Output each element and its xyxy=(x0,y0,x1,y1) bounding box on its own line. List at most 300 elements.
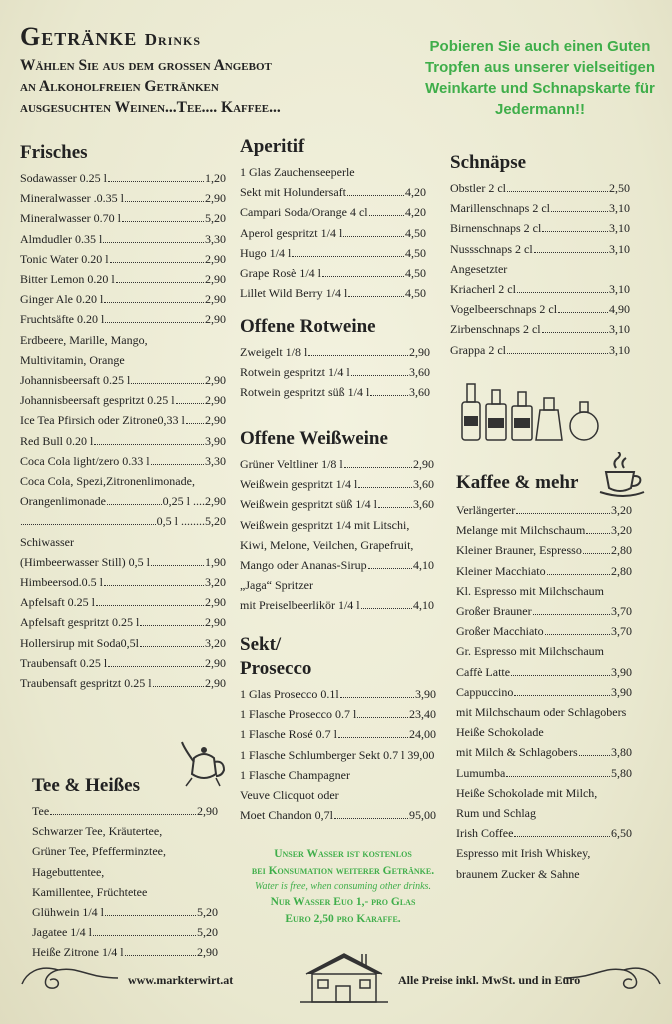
item-price: 4,50 xyxy=(405,225,426,240)
section-title-sekt: Sekt/ xyxy=(240,634,282,655)
item-name: Sekt mit Holundersaft xyxy=(240,185,346,200)
item-name: Veuve Clicquot oder xyxy=(240,788,339,803)
item-name: Marillenschnaps 2 cl xyxy=(450,201,550,216)
item-name: Kleiner Brauner, Espresso xyxy=(456,543,582,558)
kaffee-item xyxy=(456,763,632,783)
frisches-item xyxy=(20,330,226,350)
dot-leader xyxy=(140,625,204,626)
item-name: Fruchtsäfte 0.20 l xyxy=(20,312,105,327)
item-name: Grappa 2 cl xyxy=(450,342,506,357)
sekt-list xyxy=(240,684,436,825)
kaffee-item xyxy=(456,561,632,581)
weissweine-item xyxy=(240,535,434,555)
weissweine-item xyxy=(240,575,434,595)
aperitif-list xyxy=(240,162,426,303)
weissweine-list xyxy=(240,454,434,616)
header-line-3: ausgesuchten Weinen...Tee.... Kaffee... xyxy=(20,99,281,116)
item-price: 3,80 xyxy=(611,745,632,760)
item-name: Heiße Schokolade xyxy=(456,725,544,740)
kaffee-item xyxy=(456,823,632,843)
item-price: 2,90 xyxy=(205,615,226,630)
water-note-line-1: Unser Wasser ist kostenlos xyxy=(274,848,412,860)
item-name: Glühwein 1/4 l xyxy=(32,905,104,920)
dot-leader xyxy=(579,755,610,756)
item-name: Coca Cola, Spezi,Zitronenlimonade, xyxy=(20,474,195,489)
dot-leader xyxy=(511,675,610,676)
item-name: Angesetzter xyxy=(450,261,508,276)
kaffee-item xyxy=(456,621,632,641)
item-price: 1,90 xyxy=(205,554,226,569)
ornament-left-icon xyxy=(18,960,122,996)
sekt-item xyxy=(240,805,436,825)
item-price: 1,20 xyxy=(205,171,226,185)
item-price: 0,5 l ........5,20 xyxy=(156,514,226,529)
rotweine-item xyxy=(240,382,430,402)
item-name: Schwarzer Tee, Kräutertee, xyxy=(32,824,163,839)
item-price: 4,20 xyxy=(405,205,426,220)
frisches-item xyxy=(20,491,226,511)
bottles-icon xyxy=(456,380,606,444)
item-name: Campari Soda/Orange 4 cl xyxy=(240,205,368,220)
column-left xyxy=(20,142,226,693)
item-name: Mineralwasser 0.70 l xyxy=(20,211,121,226)
water-note xyxy=(232,846,454,928)
column-left-tee xyxy=(32,775,218,963)
tee-item xyxy=(32,862,218,882)
section-title-rotweine: Offene Rotweine xyxy=(240,316,376,337)
item-name: Mango oder Ananas-Sirup xyxy=(240,558,367,573)
section-title-schnaepse: Schnäpse xyxy=(450,152,527,173)
frisches-item xyxy=(20,309,226,329)
frisches-item xyxy=(20,532,226,552)
column-right-kaffee-list xyxy=(456,500,632,884)
schnaepse-item xyxy=(450,319,630,339)
dot-leader xyxy=(108,666,204,667)
item-name: 1 Flasche Schlumberger Sekt 0.7 l 39,00 xyxy=(240,747,435,762)
dot-leader xyxy=(125,201,204,202)
item-name: Grape Rosè 1/4 l xyxy=(240,266,321,281)
item-name: Kamillentee, Früchtetee xyxy=(32,884,148,899)
frisches-item xyxy=(20,168,226,188)
water-note-line-5: Euro 2,50 pro Karaffe. xyxy=(285,913,401,925)
item-price: 0,25 l ....2,90 xyxy=(162,494,226,509)
kaffee-item xyxy=(456,783,632,803)
item-name: Johannisbeersaft gespritzt 0.25 l xyxy=(20,393,175,408)
weissweine-item xyxy=(240,515,434,535)
dot-leader xyxy=(340,697,414,698)
dot-leader xyxy=(514,695,610,696)
sekt-item xyxy=(240,684,436,704)
item-price: 3,60 xyxy=(413,497,434,512)
item-price: 3,20 xyxy=(611,503,632,517)
item-name: Verlängerter xyxy=(456,503,516,517)
item-name: Multivitamin, Orange xyxy=(20,352,125,367)
item-name: Heiße Zitrone 1/4 l xyxy=(32,945,124,960)
dot-leader xyxy=(125,955,196,956)
item-price: 2,90 xyxy=(205,413,226,428)
item-name: Gr. Espresso mit Milchschaum xyxy=(456,644,604,659)
frisches-item xyxy=(20,511,226,531)
item-name: mit Preiselbeerlikör 1/4 l xyxy=(240,598,360,613)
tee-item xyxy=(32,801,218,821)
header-line-1: Wählen Sie aus dem grossen Angebot xyxy=(20,57,272,74)
item-price: 4,50 xyxy=(405,286,426,301)
item-name: (Himbeerwasser Still) 0,5 l xyxy=(20,554,150,569)
dot-leader xyxy=(347,195,404,196)
kaffee-item xyxy=(456,520,632,540)
item-price: 3,60 xyxy=(409,365,430,380)
item-price: 3,90 xyxy=(415,687,436,701)
column-middle-rot xyxy=(240,316,430,403)
item-name: Kriacherl 2 cl xyxy=(450,282,516,297)
aperitif-item xyxy=(240,223,426,243)
item-name: 1 Flasche Prosecco 0.7 l xyxy=(240,707,357,722)
item-price: 2,90 xyxy=(413,457,434,471)
dot-leader xyxy=(151,565,204,566)
sekt-item xyxy=(240,745,436,765)
dot-leader xyxy=(506,776,610,777)
item-name: Coca Cola light/zero 0.33 l xyxy=(20,453,150,468)
item-name: Grüner Veltliner 1/8 l xyxy=(240,457,343,471)
item-price: 4,10 xyxy=(413,598,434,613)
kaffee-item xyxy=(456,581,632,601)
item-name: Sodawasser 0.25 l xyxy=(20,171,107,185)
frisches-item xyxy=(20,269,226,289)
item-price: 2,90 xyxy=(205,272,226,287)
dot-leader xyxy=(348,296,404,297)
frisches-item xyxy=(20,370,226,390)
item-name: Traubensaft gespritzt 0.25 l xyxy=(20,676,152,691)
dot-leader xyxy=(542,332,608,333)
dot-leader xyxy=(96,605,204,606)
item-price: 4,10 xyxy=(413,558,434,573)
aperitif-item xyxy=(240,202,426,222)
item-name: Apfelsaft 0.25 l xyxy=(20,595,95,610)
item-name: Hollersirup mit Soda0,5l xyxy=(20,635,139,650)
item-name: Zirbenschnaps 2 cl xyxy=(450,322,541,337)
item-name: Almdudler 0.35 l xyxy=(20,231,103,246)
ornament-right-icon xyxy=(560,960,664,996)
item-name: Moet Chandon 0,7l xyxy=(240,808,333,823)
water-note-line-4: Nur Wasser Euo 1,- pro Glas xyxy=(270,896,416,908)
item-price: 2,50 xyxy=(609,181,630,195)
item-price: 4,90 xyxy=(609,302,630,317)
item-name: Ginger Ale 0.20 l xyxy=(20,292,104,307)
item-name: Großer Macchiato xyxy=(456,624,544,639)
item-name: Heiße Schokolade mit Milch, xyxy=(456,785,598,800)
tee-list xyxy=(32,801,218,963)
dot-leader xyxy=(338,737,408,738)
kaffee-item xyxy=(456,601,632,621)
item-name: Obstler 2 cl xyxy=(450,181,506,195)
dot-leader xyxy=(542,231,608,232)
section-title-kaffee: Kaffee & mehr xyxy=(456,472,579,493)
sekt-item xyxy=(240,785,436,805)
item-price: 3,30 xyxy=(205,231,226,246)
item-name: Hagebuttentee, xyxy=(32,864,105,879)
item-price: 2,90 xyxy=(205,393,226,408)
dot-leader xyxy=(308,355,408,356)
sekt-item xyxy=(240,704,436,724)
item-name: Grüner Tee, Pfefferminztee, xyxy=(32,844,166,859)
item-price: 3,70 xyxy=(611,604,632,619)
dot-leader xyxy=(110,262,204,263)
item-price: 2,80 xyxy=(611,543,632,558)
item-name: Ice Tea Pfirsich oder Zitrone0,33 l xyxy=(20,413,185,428)
section-title-prosecco: Prosecco xyxy=(240,658,312,679)
item-name: Caffè Latte xyxy=(456,664,511,679)
dot-leader xyxy=(176,403,204,404)
rotweine-item xyxy=(240,342,430,362)
item-price: 23,40 xyxy=(409,707,436,722)
dot-leader xyxy=(322,276,404,277)
item-name: Irish Coffee xyxy=(456,826,514,841)
item-name: Kl. Espresso mit Milchschaum xyxy=(456,583,604,598)
frisches-item xyxy=(20,633,226,653)
frisches-item xyxy=(20,471,226,491)
rotweine-item xyxy=(240,362,430,382)
frisches-item xyxy=(20,612,226,632)
aperitif-item xyxy=(240,263,426,283)
water-note-line-3: Water is free, when consuming other drinks. xyxy=(255,881,431,892)
item-name: Aperol gespritzt 1/4 l xyxy=(240,225,343,240)
schnaepse-item xyxy=(450,279,630,299)
frisches-item xyxy=(20,572,226,592)
item-name: Tee xyxy=(32,804,50,818)
item-price: 2,90 xyxy=(205,373,226,388)
dot-leader xyxy=(107,504,162,505)
dot-leader xyxy=(558,312,608,313)
dot-leader xyxy=(105,322,204,323)
dot-leader xyxy=(104,302,204,303)
column-middle-weiss xyxy=(240,428,434,616)
dot-leader xyxy=(140,646,204,647)
item-name: Kleiner Macchiato xyxy=(456,563,546,578)
item-price: 3,10 xyxy=(609,342,630,357)
item-name: Birnenschnaps 2 cl xyxy=(450,221,542,236)
kaffee-item xyxy=(456,641,632,661)
schnaepse-item xyxy=(450,340,630,360)
schnaepse-item xyxy=(450,218,630,238)
tee-item xyxy=(32,922,218,942)
item-name: „Jaga“ Spritzer xyxy=(240,578,313,593)
kaffee-item xyxy=(456,843,632,863)
item-name: Red Bull 0.20 l xyxy=(20,433,94,448)
kaffee-item xyxy=(456,662,632,682)
item-price: 24,00 xyxy=(409,727,436,742)
item-price: 2,90 xyxy=(205,676,226,691)
promo-text: Pobieren Sie auch einen Guten Tropfen aus unserer vielseitigen Weinkarte und Schnapskarte für Jedermann!! xyxy=(424,38,656,118)
frisches-item xyxy=(20,451,226,471)
dot-leader xyxy=(153,686,204,687)
item-price: 5,20 xyxy=(197,925,218,940)
item-price: 5,20 xyxy=(197,905,218,920)
weissweine-item xyxy=(240,474,434,494)
item-name: Jagatee 1/4 l xyxy=(32,925,92,940)
aperitif-item xyxy=(240,283,426,303)
frisches-item xyxy=(20,673,226,693)
footer-website: www.markterwirt.at xyxy=(128,973,234,987)
frisches-item xyxy=(20,249,226,269)
dot-leader xyxy=(516,513,610,514)
tee-item xyxy=(32,882,218,902)
frisches-item xyxy=(20,592,226,612)
dot-leader xyxy=(357,717,408,718)
item-name: Großer Brauner xyxy=(456,604,532,619)
weissweine-item xyxy=(240,454,434,474)
dot-leader xyxy=(131,383,204,384)
item-price: 3,90 xyxy=(611,684,632,699)
schnaepse-item xyxy=(450,299,630,319)
item-price: 3,10 xyxy=(609,201,630,216)
footer xyxy=(0,960,672,1010)
sekt-item xyxy=(240,765,436,785)
dot-leader xyxy=(514,836,610,837)
item-name: Espresso mit Irish Whiskey, xyxy=(456,846,591,861)
frisches-item xyxy=(20,410,226,430)
tee-item xyxy=(32,821,218,841)
kaffee-item xyxy=(456,742,632,762)
item-name: Orangenlimonade xyxy=(20,494,106,509)
kaffee-item xyxy=(456,500,632,520)
kaffee-list xyxy=(456,500,632,884)
weissweine-item xyxy=(240,595,434,615)
schnaepse-item xyxy=(450,178,630,198)
header-line-2: an Alkoholfreien Getränken xyxy=(20,78,219,95)
footer-price-note: Alle Preise inkl. MwSt. und in Euro xyxy=(398,973,581,987)
item-name: Rum und Schlag xyxy=(456,806,536,821)
sekt-item xyxy=(240,724,436,744)
item-name: Weißwein gespritzt süß 1/4 l xyxy=(240,497,378,512)
item-name: Erdbeere, Marille, Mango, xyxy=(20,332,148,347)
item-price: 95,00 xyxy=(409,808,436,823)
dot-leader xyxy=(368,568,412,569)
item-name: Kiwi, Melone, Veilchen, Grapefruit, xyxy=(240,537,414,552)
item-price: 3,10 xyxy=(609,221,630,236)
dot-leader xyxy=(292,256,404,257)
frisches-item xyxy=(20,188,226,208)
dot-leader xyxy=(370,395,408,396)
dot-leader xyxy=(334,818,408,819)
item-price: 2,90 xyxy=(205,251,226,266)
frisches-item xyxy=(20,289,226,309)
item-price: 2,90 xyxy=(205,595,226,610)
frisches-item xyxy=(20,552,226,572)
dot-leader xyxy=(108,181,204,182)
dot-leader xyxy=(378,507,412,508)
dot-leader xyxy=(545,634,610,635)
item-price: 6,50 xyxy=(611,826,632,841)
dot-leader xyxy=(517,292,608,293)
dot-leader xyxy=(361,608,412,609)
item-price: 5,80 xyxy=(611,765,632,780)
item-price: 3,90 xyxy=(611,664,632,679)
item-name: Lillet Wild Berry 1/4 l xyxy=(240,286,348,301)
item-price: 2,90 xyxy=(205,312,226,327)
frisches-item xyxy=(20,350,226,370)
dot-leader xyxy=(358,487,412,488)
item-price: 2,90 xyxy=(409,345,430,359)
item-name: Tonic Water 0.20 l xyxy=(20,251,109,266)
dot-leader xyxy=(21,524,156,525)
item-price: 2,90 xyxy=(205,292,226,307)
inn-building-icon xyxy=(296,946,392,1004)
kaffee-item xyxy=(456,702,632,722)
dot-leader xyxy=(551,211,608,212)
item-price: 2,90 xyxy=(205,191,226,206)
frisches-list xyxy=(20,168,226,693)
item-name: Rotwein gespritzt süß 1/4 l xyxy=(240,385,370,400)
dot-leader xyxy=(534,252,608,253)
schnaepse-item xyxy=(450,259,630,279)
item-name: Lumumba xyxy=(456,765,506,780)
kaffee-item xyxy=(456,540,632,560)
item-name: 1 Glas Zauchenseeperle xyxy=(240,165,355,179)
item-price: 3,10 xyxy=(609,241,630,256)
item-price: 3,60 xyxy=(409,385,430,400)
frisches-item xyxy=(20,390,226,410)
schnaepse-list xyxy=(450,178,630,360)
item-price: 5,20 xyxy=(205,211,226,226)
tee-item xyxy=(32,841,218,861)
dot-leader xyxy=(103,242,204,243)
item-price: 2,90 xyxy=(205,655,226,670)
item-price: 3,20 xyxy=(611,523,632,538)
dot-leader xyxy=(507,353,608,354)
dot-leader xyxy=(343,236,404,237)
aperitif-item xyxy=(240,182,426,202)
item-price: 4,20 xyxy=(405,185,426,200)
kaffee-item xyxy=(456,864,632,884)
dot-leader xyxy=(186,423,204,424)
aperitif-item xyxy=(240,162,426,182)
item-price: 4,50 xyxy=(405,245,426,260)
schnaepse-item xyxy=(450,239,630,259)
dot-leader xyxy=(351,375,408,376)
dot-leader xyxy=(105,915,196,916)
item-price: 3,20 xyxy=(205,635,226,650)
frisches-item xyxy=(20,208,226,228)
item-name: mit Milchschaum oder Schlagobers xyxy=(456,705,627,720)
dot-leader xyxy=(586,533,610,534)
dot-leader xyxy=(50,814,196,815)
section-title-frisches: Frisches xyxy=(20,142,88,163)
item-name: Himbeersod.0.5 l xyxy=(20,575,103,590)
item-name: Bitter Lemon 0.20 l xyxy=(20,272,115,287)
item-name: Rotwein gespritzt 1/4 l xyxy=(240,365,350,380)
aperitif-item xyxy=(240,243,426,263)
dot-leader xyxy=(151,464,204,465)
dot-leader xyxy=(507,191,608,192)
page-title: Getränke Drinks xyxy=(20,22,202,51)
item-price: 3,10 xyxy=(609,322,630,337)
frisches-item xyxy=(20,229,226,249)
kaffee-item xyxy=(456,722,632,742)
dot-leader xyxy=(344,467,412,468)
dot-leader xyxy=(104,585,204,586)
item-price: 3,70 xyxy=(611,624,632,639)
dot-leader xyxy=(369,215,404,216)
item-price: 4,50 xyxy=(405,266,426,281)
dot-leader xyxy=(533,614,610,615)
column-middle xyxy=(240,136,426,303)
dot-leader xyxy=(116,282,204,283)
dot-leader xyxy=(583,553,610,554)
item-price: 3,60 xyxy=(413,477,434,492)
coffee-cup-icon xyxy=(598,452,648,498)
item-name: Nussschnaps 2 cl xyxy=(450,241,533,256)
item-price: 2,80 xyxy=(611,563,632,578)
